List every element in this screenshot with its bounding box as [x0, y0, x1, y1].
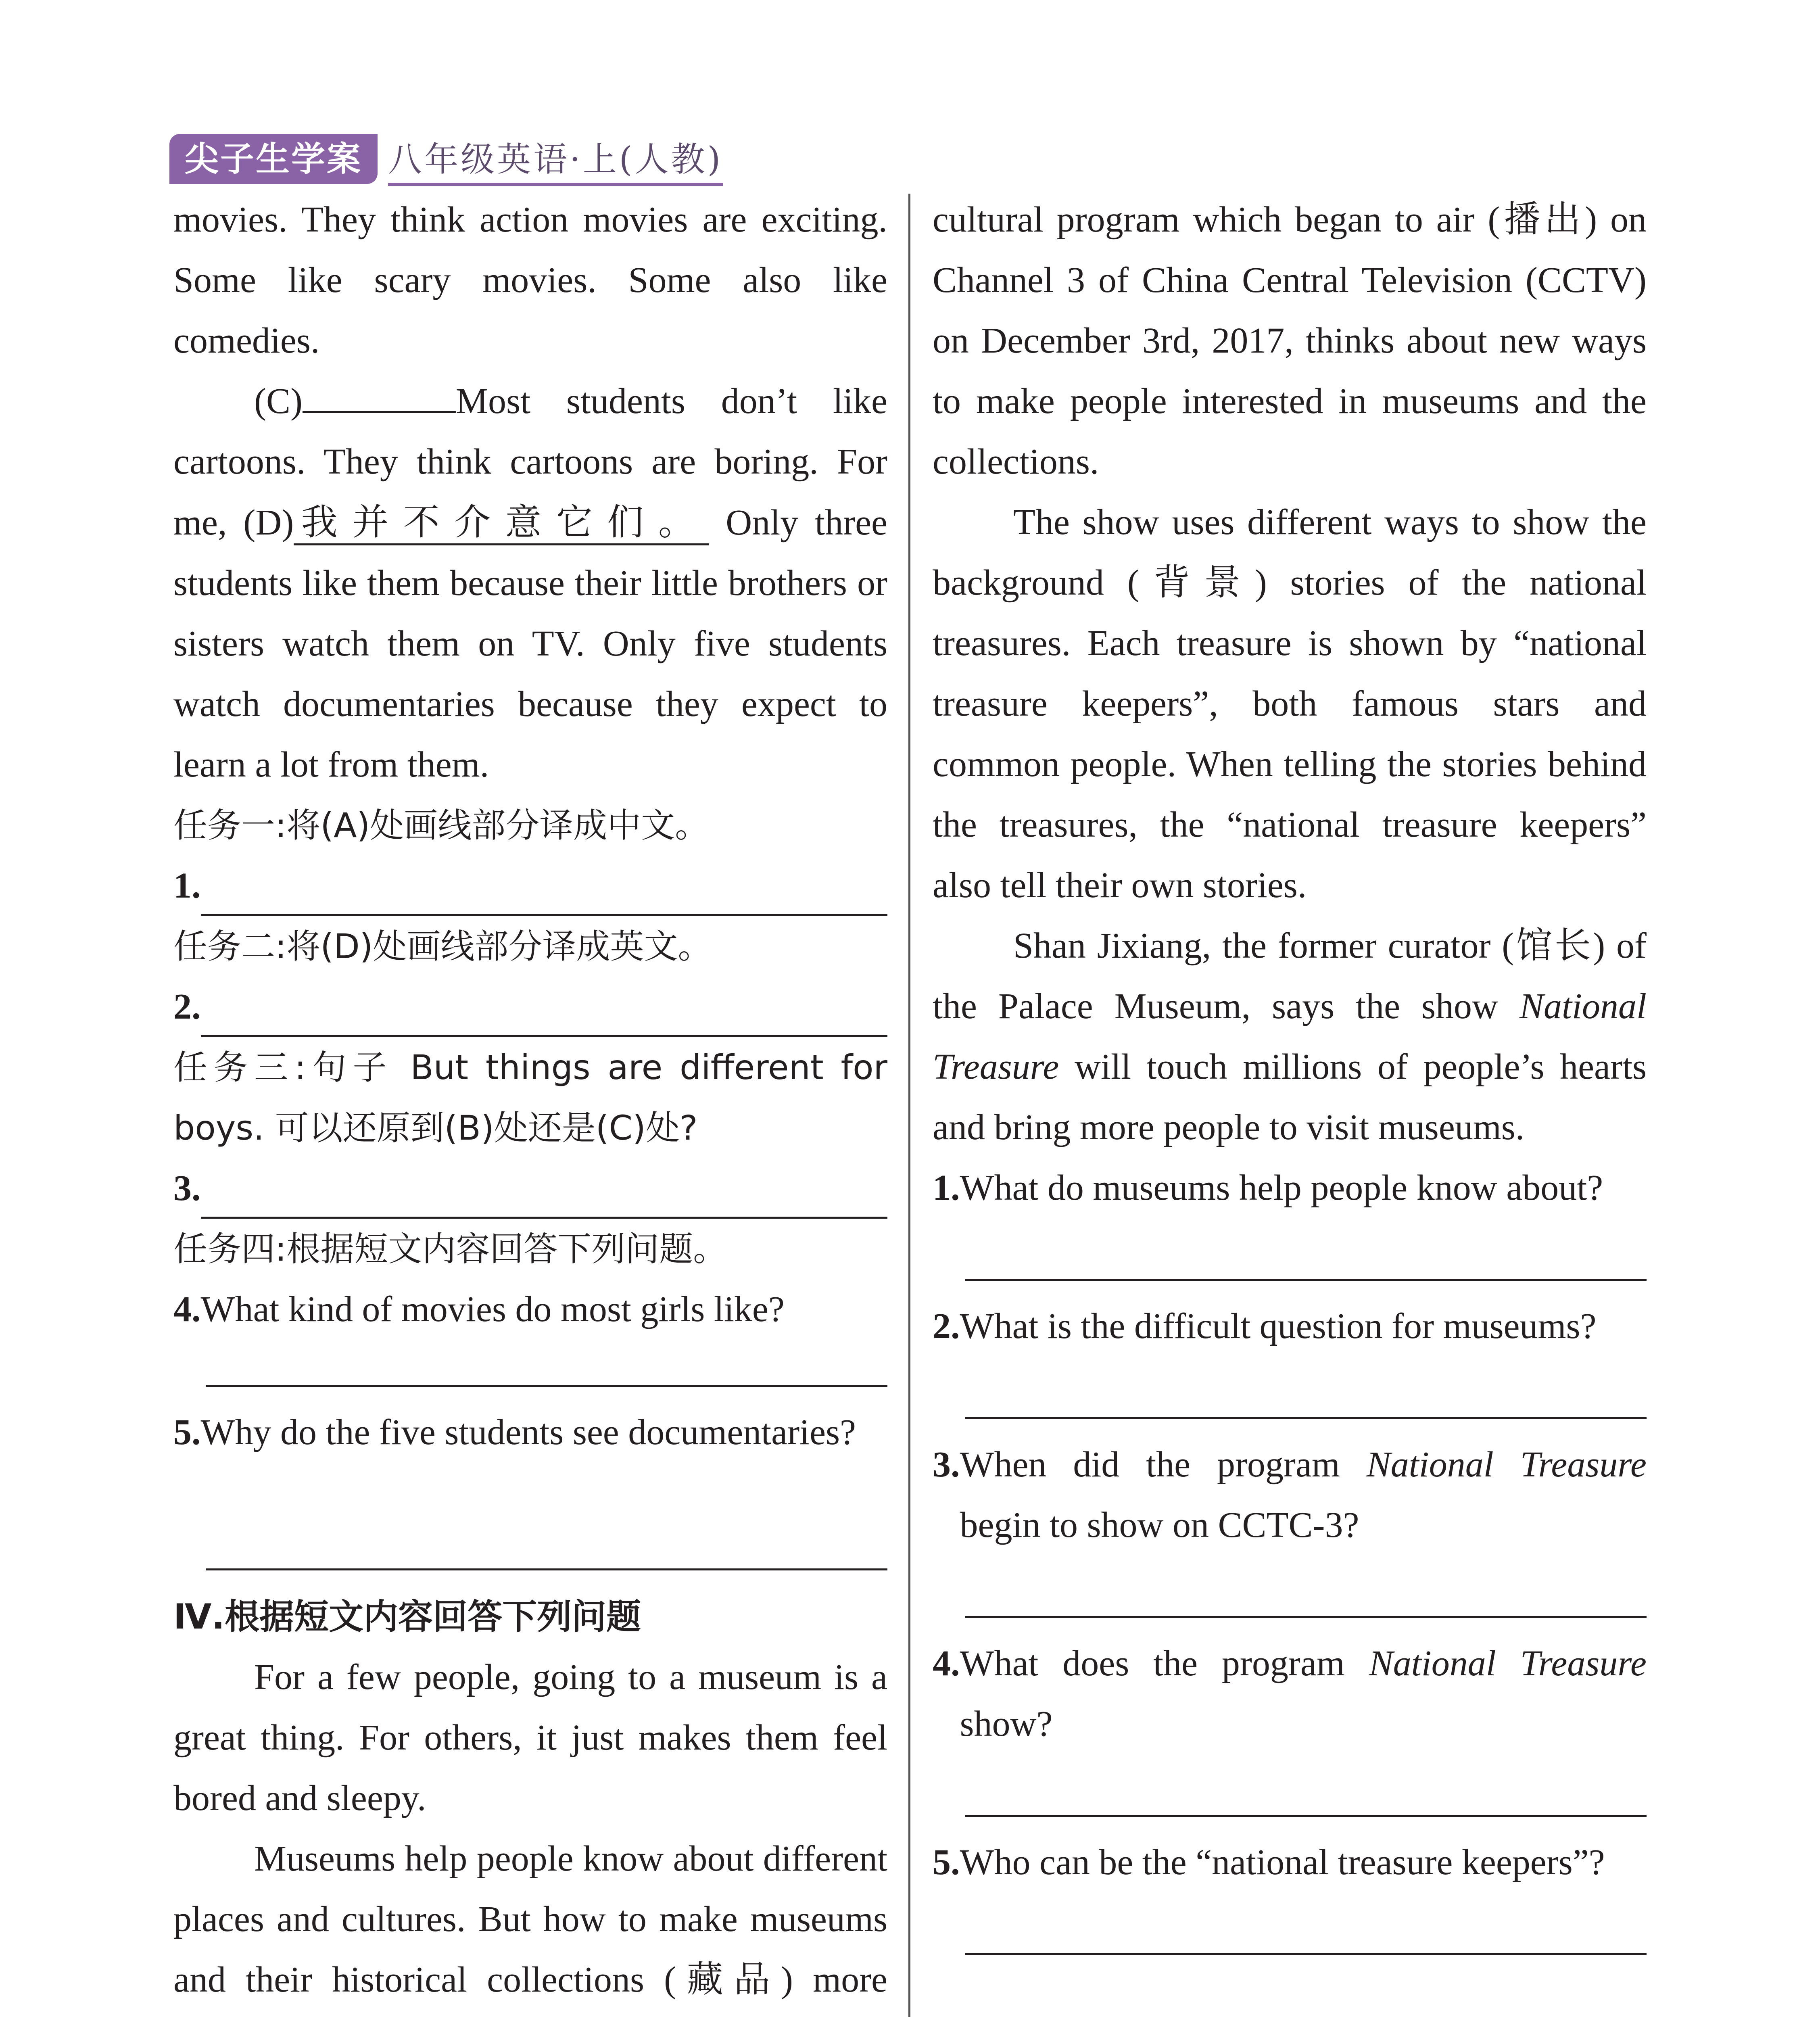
answer-blank[interactable] — [206, 1523, 887, 1570]
question-text — [960, 1434, 1647, 1556]
paragraph: The show uses different ways to show the background (背景) stories of the national treasures. Each treasure is shown by “national treasure keepers”, both famous stars and common people. When telling the stories behind the treasures, the “national treasure keepers” also tell their own stories. — [933, 502, 1647, 905]
question-text: Who can be the “national treasure keepers”? — [960, 1842, 1605, 1882]
paragraph — [173, 371, 887, 795]
question-text-part: When did the program — [960, 1445, 1340, 1485]
question-number: 4. — [933, 1643, 960, 1683]
answer-blank[interactable] — [206, 1340, 887, 1387]
paragraph: movies. They think action movies are exciting. Some like scary movies. Some also like comedies. — [173, 200, 887, 361]
answer-line[interactable] — [173, 856, 887, 916]
program-title: National Treasure — [933, 986, 1647, 1087]
question-text-part: What does the program — [960, 1643, 1345, 1683]
program-title: National Treasure — [1366, 1445, 1647, 1485]
answer-blank[interactable] — [965, 1234, 1647, 1281]
question-text — [960, 1633, 1647, 1754]
program-title: National Treasure — [1369, 1643, 1647, 1683]
answer-blank[interactable] — [965, 1908, 1647, 1955]
task-instruction: 任务二:将(D)处画线部分译成英文。 — [173, 927, 712, 966]
question-number: 3. — [173, 1168, 201, 1208]
question — [933, 1434, 1647, 1556]
paragraph-text: Most students don’t like cartoons. They think cartoons are boring. For me, (D) — [173, 381, 887, 543]
question — [933, 1158, 1647, 1218]
answer-blank[interactable] — [303, 379, 456, 413]
question — [933, 1633, 1647, 1754]
question-number: 5. — [933, 1842, 960, 1882]
question-text: What kind of movies do most girls like? — [200, 1289, 785, 1329]
question — [173, 1279, 887, 1340]
answer-blank[interactable] — [201, 1171, 888, 1219]
right-column — [933, 190, 1647, 1955]
answer-blank[interactable] — [201, 990, 888, 1037]
brand-badge: 尖子生学案 — [169, 134, 378, 184]
question-number: 2. — [173, 987, 201, 1027]
question-text: Why do the five students see documentaries? — [200, 1412, 856, 1452]
paragraph-text: Only three students like them because their little brothers or sisters watch them on TV. Only five students watch documentaries because they expect to learn a lot from them. — [173, 503, 888, 785]
question — [173, 1402, 887, 1463]
paragraph — [933, 916, 1647, 1158]
question — [933, 1832, 1647, 1893]
answer-line[interactable] — [173, 977, 887, 1037]
blank-label: (C) — [254, 381, 303, 421]
question-text-part: show? — [960, 1704, 1053, 1744]
task-instruction: 任务一:将(A)处画线部分译成中文。 — [173, 806, 709, 845]
question — [933, 1296, 1647, 1357]
question-number: 4. — [173, 1289, 201, 1329]
answer-blank[interactable] — [201, 869, 888, 916]
page-header — [169, 132, 723, 186]
question-number: 1. — [933, 1168, 960, 1208]
book-title: 八年级英语·上(人教) — [388, 132, 723, 186]
paragraph: cultural program which began to air (播出) on Channel 3 of China Central Television (CCTV) on December 3rd, 2017, thinks about new ways to make people interested in museums and the collections. — [933, 200, 1647, 482]
question-number: 5. — [173, 1412, 201, 1452]
section-title: Ⅳ.根据短文内容回答下列问题 — [173, 1597, 641, 1637]
left-column — [173, 190, 887, 2017]
task-instruction: 任务三:句子 But things are different for boys. 可以还原到(B)处还是(C)处? — [173, 1048, 887, 1148]
paragraph-text: will touch millions of people’s hearts and bring more people to visit museums. — [933, 1047, 1647, 1147]
paragraph: For a few people, going to a museum is a great thing. For others, it just makes them feel bored and sleepy. — [173, 1657, 887, 1818]
question-text-part: begin to show on CCTC-3? — [960, 1505, 1359, 1545]
paragraph-text: Shan Jixiang, the former curator (馆长) of the Palace Museum, says the show — [933, 926, 1647, 1026]
question-text: What is the difficult question for museums? — [960, 1306, 1597, 1346]
question-number: 2. — [933, 1306, 960, 1346]
question-number: 1. — [173, 866, 201, 906]
question-number: 3. — [933, 1445, 960, 1485]
paragraph: Museums help people know about different places and cultures. But how to make museums and their historical collections (藏品) more — [173, 1839, 887, 2000]
answer-blank[interactable] — [965, 1571, 1647, 1618]
task-instruction: 任务四:根据短文内容回答下列问题。 — [173, 1229, 727, 1269]
answer-blank[interactable] — [965, 1372, 1647, 1419]
question-text: What do museums help people know about? — [960, 1168, 1603, 1208]
answer-line[interactable] — [173, 1158, 887, 1219]
underlined-phrase: 我并不介意它们。 — [294, 501, 709, 545]
column-divider — [908, 194, 910, 2017]
answer-blank[interactable] — [965, 1770, 1647, 1817]
